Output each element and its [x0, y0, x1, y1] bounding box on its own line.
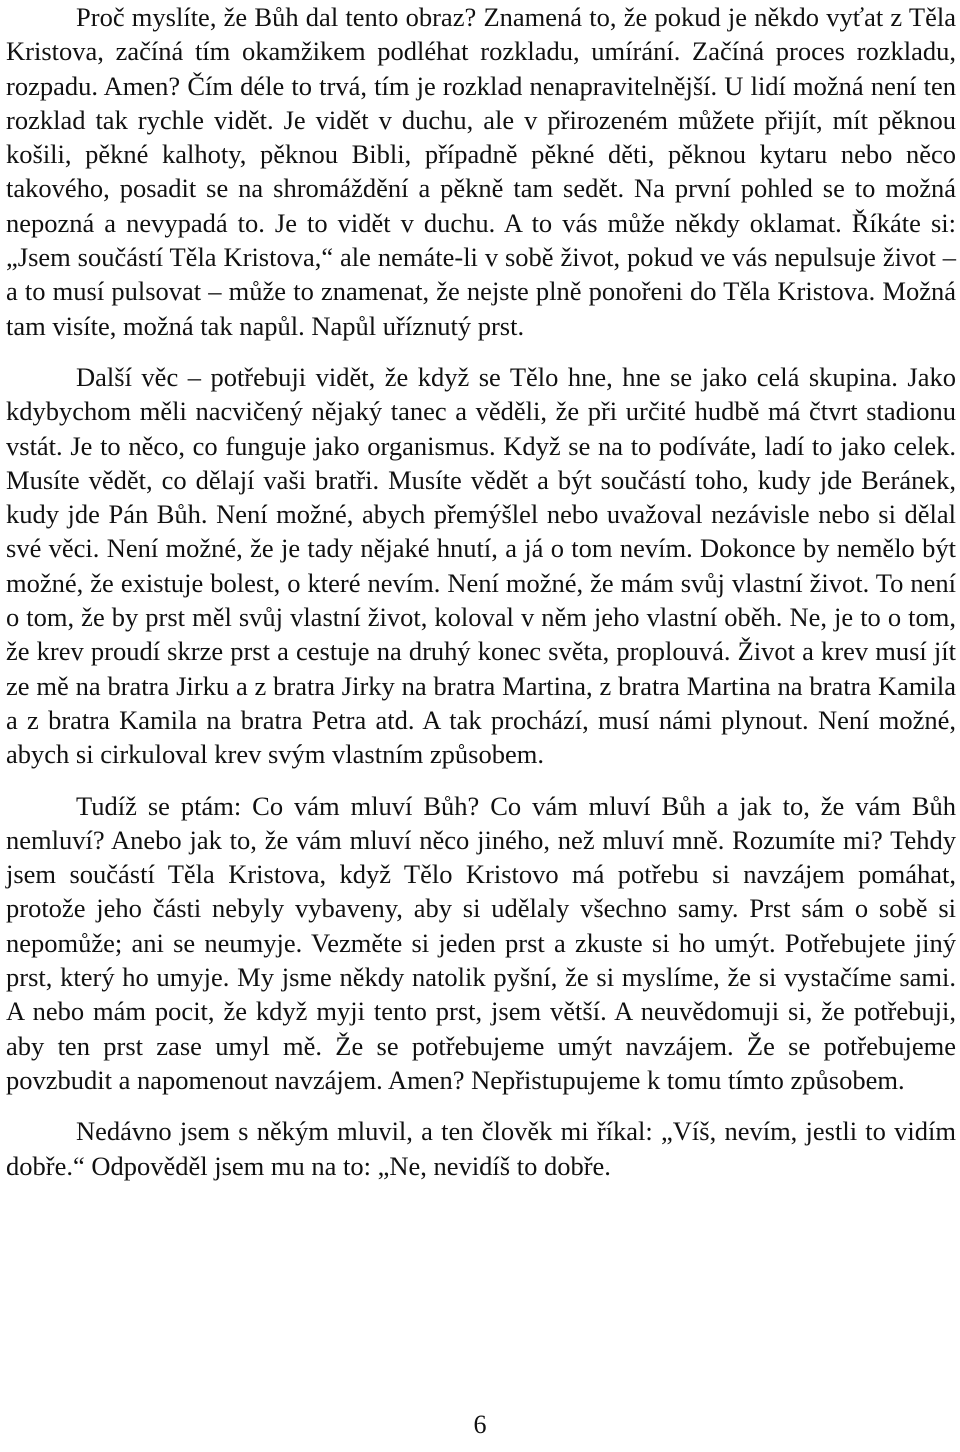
paragraph-4: Nedávno jsem s někým mluvil, a ten člověk mi říkal: „Víš, nevím, jestli to vidím dobře.“ Odpověděl jsem mu na to: „Ne, nevidíš to dobře.: [6, 1116, 956, 1181]
document-page: [6, 0, 956, 1183]
paragraph-3: Tudíž se ptám: Co vám mluví Bůh? Co vám mluví Bůh a jak to, že vám Bůh nemluví? Anebo jak to, že vám mluví něco jiného, než mluví mně. Rozumíte mi? Tehdy jsem součástí Těla Kristova, když Tělo Kristovo má potřebu si navzájem pomáhat, protože jeho části nebyly vybaveny, aby si udělaly všechno samy. Prst sám o sobě si nepomůže; ani se neumyje. Vezměte si jeden prst a zkuste si ho umýt. Potřebujete jiný prst, který ho umyje. My jsme někdy natolik pyšní, že si myslíme, že si vystačíme sami. A nebo mám pocit, že když myji tento prst, jsem větší. A neuvědomuji si, že potřebuji, aby ten prst zase umyl mě. Že se potřebujeme umýt navzájem. Že se potřebujeme povzbudit a napomenout navzájem. Amen? Nepřistupujeme k tomu tímto způsobem.: [6, 790, 956, 1095]
paragraph-2: Další věc – potřebuji vidět, že když se Tělo hne, hne se jako celá skupina. Jako kdybychom měli nacvičený nějaký tanec a věděli, že při určité hudbě má čtvrt stadionu vstát. Je to něco, co funguje jako organismus. Když se na to podíváte, ladí to jako celek. Musíte vědět, co dělají vaši bratři. Musíte vědět a být součástí toho, kudy jde Beránek, kudy jde Pán Bůh. Není možné, abych přemýšlel nebo uvažoval nezávisle nebo si dělal své věci. Není možné, že je tady nějaké hnutí, a já o tom nevím. Dokonce by nemělo být možné, že existuje bolest, o které nevím. Není možné, že mám svůj vlastní život. To není o tom, že by prst měl svůj vlastní život, koloval v něm jeho vlastní oběh. Ne, je to o tom, že krev proudí skrze prst a cestuje na druhý konec světa, proplouvá. Život a krev musí jít ze mě na bratra Jirku a z bratra Jirky na bratra Martina, z bratra Martina na bratra Kamila a z bratra Kamila na bratra Petra atd. A tak prochází, musí námi plynout. Není možné, abych si cirkuloval krev svým vlastním způsobem.: [6, 361, 956, 770]
paragraph-1: Proč myslíte, že Bůh dal tento obraz? Znamená to, že pokud je někdo vyťat z Těla Kristova, začíná tím okamžikem podléhat rozkladu, umírání. Začíná proces rozkladu, rozpadu. Amen? Čím déle to trvá, tím je rozklad nenapravitelnější. U lidí možná není ten rozklad tak rychle vidět. Je vidět v duchu, ale v přirozeném můžete přijít, mít pěknou košili, pěkné kalhoty, pěknou Bibli, případně pěkné děti, pěknou kytaru nebo něco takového, posadit se na shromáždění a pěkně tam sedět. Na první pohled se to možná nepozná a nevypadá to. Je to vidět v duchu. A to vás může někdy oklamat. Říkáte si: „Jsem součástí Těla Kristova,“ ale nemáte-li v sobě život, pokud ve vás nepulsuje život – a to musí pulsovat – může to znamenat, že nejste plně ponořeni do Těla Kristova. Možná tam visíte, možná tak napůl. Napůl uříznutý prst.: [6, 2, 956, 341]
page-number: 6: [473, 1410, 487, 1439]
